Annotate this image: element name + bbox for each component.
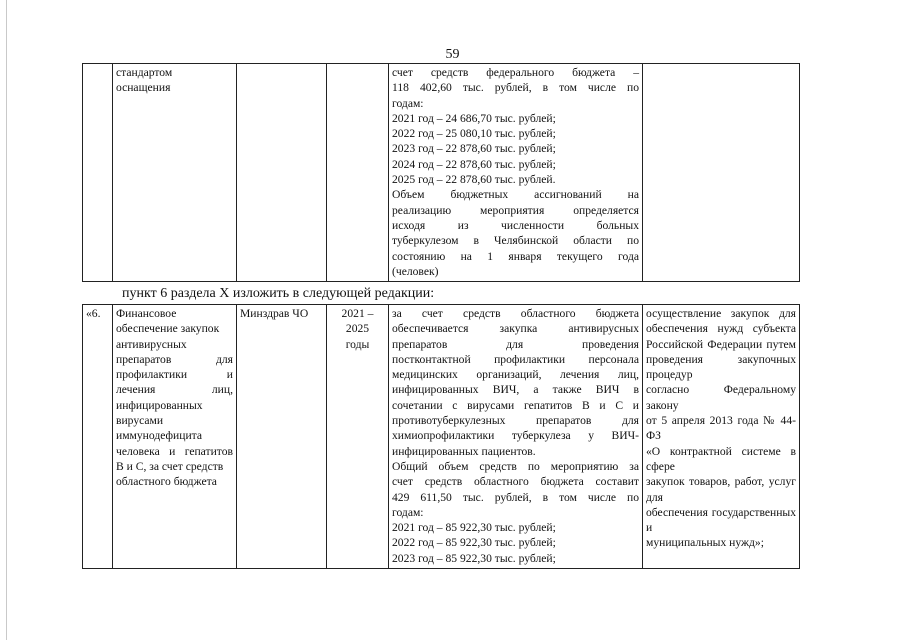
cell-number: «6. — [83, 305, 113, 569]
cell-number — [83, 64, 113, 282]
cell-name — [113, 305, 237, 569]
text-line: 2023 год – 85 922,30 тыс. рублей; — [392, 551, 556, 565]
text-line: препаратов для проведения — [392, 337, 639, 351]
text-line: обеспечивается закупка антивирусных — [392, 322, 639, 336]
text-line: 2022 год – 25 080,10 тыс. рублей; — [392, 127, 556, 141]
scan-margin-line — [6, 0, 7, 640]
text-line: лечения лиц, — [116, 383, 233, 397]
text-line: от 5 апреля 2013 года № 44-ФЗ — [646, 414, 796, 443]
text-line: осуществление закупок для — [646, 307, 796, 320]
table-row — [83, 64, 800, 282]
text-line: инфицированных ВИЧ, а также ВИЧ в — [392, 383, 639, 397]
text-line: «О контрактной системе в сфере — [646, 444, 796, 473]
text-line: годам: — [392, 505, 424, 519]
text-line: Финансовое — [116, 307, 177, 320]
text-line: инфицированных пациентов. — [392, 444, 536, 458]
page-number: 59 — [445, 47, 460, 62]
text-line: обеспечения государственных и — [646, 505, 796, 535]
text-line: 2022 год – 85 922,30 тыс. рублей; — [392, 536, 556, 550]
text-line: 2024 год – 22 878,60 тыс. рублей; — [392, 157, 556, 171]
cell-executor: Минздрав ЧО — [237, 305, 327, 569]
text-line: счет средств областного бюджета составит — [392, 475, 639, 489]
text-line: 429 611,50 тыс. рублей, в том числе по — [392, 490, 639, 504]
text-line: инфицированных — [116, 398, 203, 412]
text-line: обеспечение закупок — [116, 322, 220, 336]
text-line: муниципальных нужд»; — [646, 536, 764, 550]
cell-name: стандартом оснащения — [113, 64, 237, 282]
text-line: реализацию мероприятия определяется — [392, 203, 639, 217]
text-line: 2023 год – 22 878,60 тыс. рублей; — [392, 142, 556, 156]
cell-mechanism — [643, 305, 800, 569]
text-line: профилактики и — [116, 368, 233, 382]
text-line: состоянию на 1 января текущего года — [392, 249, 639, 263]
text-line: антивирусных — [116, 337, 187, 351]
text-line: 2025 год – 22 878,60 тыс. рублей. — [392, 173, 556, 187]
cell-funding — [389, 64, 643, 282]
text-line: областного бюджета — [116, 475, 217, 489]
upper-table — [82, 63, 800, 282]
text-line: препаратов для — [116, 352, 233, 366]
cell-mechanism — [643, 64, 800, 282]
text-line: 2021 год – 24 686,70 тыс. рублей; — [392, 111, 556, 125]
text-line: исходя из численности больных — [392, 218, 639, 232]
text-line: Российской Федерации путем — [646, 337, 796, 351]
text-line: вирусами — [116, 414, 164, 428]
section-heading: пункт 6 раздела X изложить в следующей редакции: — [122, 286, 435, 301]
text-line: постконтактной профилактики персонала — [392, 352, 639, 366]
text-line: за счет средств областного бюджета — [392, 307, 639, 320]
text-line: годам: — [392, 96, 424, 110]
lower-table — [82, 304, 800, 569]
text-line: химиопрофилактики туберкулеза у ВИЧ- — [392, 429, 639, 443]
text-line: медицинских организаций, лечения лиц, — [392, 368, 639, 382]
text-line: 118 402,60 тыс. рублей, в том числе по — [392, 81, 639, 95]
text-line: согласно Федеральному закону — [646, 383, 796, 412]
cell-years — [327, 64, 389, 282]
text-line: Объем бюджетных ассигнований на — [392, 188, 639, 202]
text-line: сочетании с вирусами гепатитов В и С и — [392, 398, 639, 412]
text-line: противотуберкулезных препаратов для — [392, 414, 639, 428]
cell-years: 2021 – 2025 годы — [327, 305, 389, 569]
cell-executor — [237, 64, 327, 282]
text-line: Общий объем средств по мероприятию за — [392, 459, 639, 473]
text-line: проведения закупочных процедур — [646, 352, 796, 382]
text-line: обеспечения нужд субъекта — [646, 322, 796, 336]
text-line: В и С, за счет средств — [116, 459, 224, 473]
table-row — [83, 305, 800, 569]
text-line: туберкулезом в Челябинской области по — [392, 234, 639, 248]
text-line: 2021 год – 85 922,30 тыс. рублей; — [392, 521, 556, 535]
text-line: закупок товаров, работ, услуг для — [646, 475, 796, 504]
text-line: человека и гепатитов — [116, 444, 233, 458]
text-line: иммунодефицита — [116, 429, 203, 443]
text-line: счет средств федерального бюджета – — [392, 66, 639, 79]
text-line: (человек) — [392, 264, 439, 278]
cell-funding — [389, 305, 643, 569]
